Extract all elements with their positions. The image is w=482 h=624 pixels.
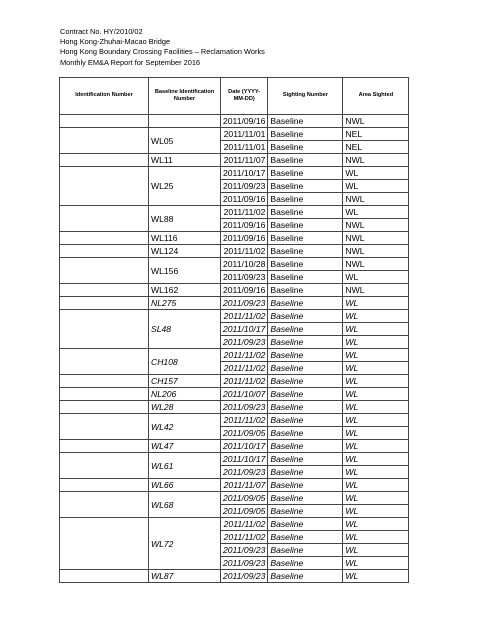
cell-empty (60, 245, 149, 258)
cell-sighting-number: Baseline (268, 492, 343, 505)
cell-date: 2011/11/02 (221, 362, 268, 375)
table-row (60, 388, 409, 401)
cell-area-sighted: WL (343, 479, 409, 492)
cell-area-sighted: WL (343, 388, 409, 401)
cell-date: 2011/11/02 (221, 310, 268, 323)
table-row (60, 440, 409, 453)
table-row (60, 310, 409, 323)
cell-date: 2011/10/17 (221, 167, 268, 180)
cell-baseline-id: WL66 (149, 479, 221, 492)
cell-sighting-number: Baseline (268, 505, 343, 518)
cell-date: 2011/11/07 (221, 154, 268, 167)
cell-sighting-number: Baseline (268, 128, 343, 141)
cell-date: 2011/09/23 (221, 544, 268, 557)
table-header-row (60, 78, 409, 115)
cell-baseline-id: WL116 (149, 232, 221, 245)
cell-date: 2011/09/23 (221, 180, 268, 193)
cell-date: 2011/10/17 (221, 323, 268, 336)
cell-empty (60, 401, 149, 414)
cell-sighting-number: Baseline (268, 180, 343, 193)
cell-date: 2011/11/02 (221, 414, 268, 427)
table-row (60, 349, 409, 362)
cell-date: 2011/11/02 (221, 349, 268, 362)
cell-date: 2011/09/23 (221, 401, 268, 414)
cell-sighting-number: Baseline (268, 310, 343, 323)
col-header-date: Date (YYYY-MM-DD) (221, 78, 268, 115)
cell-date: 2011/09/23 (221, 557, 268, 570)
cell-area-sighted: WL (343, 323, 409, 336)
cell-baseline-id: NL275 (149, 297, 221, 310)
cell-sighting-number: Baseline (268, 206, 343, 219)
cell-date: 2011/09/23 (221, 466, 268, 479)
cell-area-sighted: WL (343, 297, 409, 310)
cell-empty (60, 310, 149, 349)
cell-sighting-number: Baseline (268, 284, 343, 297)
cell-sighting-number: Baseline (268, 271, 343, 284)
cell-sighting-number: Baseline (268, 219, 343, 232)
cell-baseline-id: WL88 (149, 206, 221, 232)
cell-date: 2011/11/02 (221, 206, 268, 219)
table-row (60, 297, 409, 310)
contract-number: Contract No. HY/2010/02 (60, 27, 143, 36)
cell-empty (60, 258, 149, 284)
cell-sighting-number: Baseline (268, 531, 343, 544)
cell-empty (60, 349, 149, 375)
cell-date: 2011/11/01 (221, 141, 268, 154)
cell-date: 2011/10/17 (221, 440, 268, 453)
cell-area-sighted: WL (343, 362, 409, 375)
cell-baseline-id: WL72 (149, 518, 221, 570)
cell-area-sighted: NWL (343, 245, 409, 258)
cell-empty (60, 284, 149, 297)
cell-baseline-id: WL87 (149, 570, 221, 583)
cell-sighting-number: Baseline (268, 414, 343, 427)
cell-area-sighted: NWL (343, 284, 409, 297)
cell-baseline-id: WL28 (149, 401, 221, 414)
cell-sighting-number: Baseline (268, 258, 343, 271)
table-row (60, 479, 409, 492)
cell-area-sighted: WL (343, 570, 409, 583)
table-row (60, 570, 409, 583)
cell-sighting-number: Baseline (268, 141, 343, 154)
table-row (60, 401, 409, 414)
cell-area-sighted: WL (343, 453, 409, 466)
cell-area-sighted: WL (343, 336, 409, 349)
cell-baseline-id: WL42 (149, 414, 221, 440)
cell-date: 2011/11/07 (221, 479, 268, 492)
cell-sighting-number: Baseline (268, 466, 343, 479)
cell-area-sighted: WL (343, 375, 409, 388)
cell-date: 2011/09/23 (221, 271, 268, 284)
table-row (60, 128, 409, 141)
cell-baseline-id: NL206 (149, 388, 221, 401)
cell-sighting-number: Baseline (268, 115, 343, 128)
cell-sighting-number: Baseline (268, 245, 343, 258)
cell-date: 2011/09/05 (221, 492, 268, 505)
cell-baseline-id: WL124 (149, 245, 221, 258)
cell-sighting-number: Baseline (268, 193, 343, 206)
cell-date: 2011/09/23 (221, 570, 268, 583)
cell-area-sighted: NWL (343, 219, 409, 232)
cell-area-sighted: NWL (343, 258, 409, 271)
cell-baseline-id: WL05 (149, 128, 221, 154)
cell-sighting-number: Baseline (268, 167, 343, 180)
table-row (60, 453, 409, 466)
cell-baseline-id: WL47 (149, 440, 221, 453)
cell-sighting-number: Baseline (268, 362, 343, 375)
report-title: Monthly EM&A Report for September 2016 (60, 57, 201, 67)
cell-area-sighted: WL (343, 557, 409, 570)
cell-sighting-number: Baseline (268, 453, 343, 466)
cell-baseline-id (149, 115, 221, 128)
cell-area-sighted: WL (343, 466, 409, 479)
cell-baseline-id: WL25 (149, 167, 221, 206)
cell-sighting-number: Baseline (268, 154, 343, 167)
cell-empty (60, 453, 149, 479)
table-row (60, 167, 409, 180)
cell-date: 2011/11/02 (221, 375, 268, 388)
cell-area-sighted: WL (343, 271, 409, 284)
cell-date: 2011/10/17 (221, 453, 268, 466)
cell-area-sighted: NEL (343, 128, 409, 141)
cell-sighting-number: Baseline (268, 375, 343, 388)
cell-area-sighted: WL (343, 427, 409, 440)
table-row (60, 414, 409, 427)
cell-area-sighted: NEL (343, 141, 409, 154)
table-row (60, 375, 409, 388)
cell-baseline-id: WL156 (149, 258, 221, 284)
works-name: Hong Kong Boundary Crossing Facilities – Reclamation Works (60, 47, 265, 57)
cell-area-sighted: WL (343, 440, 409, 453)
cell-empty (60, 128, 149, 154)
table-row (60, 284, 409, 297)
cell-sighting-number: Baseline (268, 388, 343, 401)
table-row (60, 115, 409, 128)
cell-area-sighted: WL (343, 206, 409, 219)
cell-empty (60, 154, 149, 167)
cell-empty (60, 232, 149, 245)
cell-date: 2011/09/05 (221, 427, 268, 440)
sighting-table (59, 77, 409, 583)
cell-sighting-number: Baseline (268, 401, 343, 414)
cell-sighting-number: Baseline (268, 427, 343, 440)
cell-empty (60, 479, 149, 492)
cell-date: 2011/09/23 (221, 297, 268, 310)
cell-baseline-id: WL61 (149, 453, 221, 479)
cell-sighting-number: Baseline (268, 479, 343, 492)
cell-baseline-id: WL11 (149, 154, 221, 167)
cell-empty (60, 440, 149, 453)
cell-area-sighted: WL (343, 505, 409, 518)
cell-date: 2011/09/16 (221, 284, 268, 297)
cell-date: 2011/09/16 (221, 219, 268, 232)
cell-baseline-id: CH108 (149, 349, 221, 375)
col-header-identification-number: Identification Number (60, 78, 149, 115)
project-name: Hong Kong-Zhuhai-Macao Bridge (60, 37, 171, 47)
cell-area-sighted: WL (343, 414, 409, 427)
cell-baseline-id: WL162 (149, 284, 221, 297)
cell-area-sighted: WL (343, 180, 409, 193)
cell-date: 2011/10/07 (221, 388, 268, 401)
cell-sighting-number: Baseline (268, 570, 343, 583)
cell-sighting-number: Baseline (268, 297, 343, 310)
cell-date: 2011/11/01 (221, 128, 268, 141)
col-header-baseline-identification-number: Baseline Identification Number (149, 78, 221, 115)
cell-empty (60, 375, 149, 388)
cell-area-sighted: WL (343, 349, 409, 362)
table-body (60, 115, 409, 583)
col-header-sighting-number: Sighting Number (268, 78, 343, 115)
cell-area-sighted: NWL (343, 115, 409, 128)
cell-date: 2011/10/28 (221, 258, 268, 271)
cell-date: 2011/11/02 (221, 518, 268, 531)
col-header-area-sighted: Area Sighted (343, 78, 409, 115)
cell-date: 2011/11/02 (221, 245, 268, 258)
cell-sighting-number: Baseline (268, 518, 343, 531)
cell-date: 2011/09/05 (221, 505, 268, 518)
cell-baseline-id: SL48 (149, 310, 221, 349)
cell-empty (60, 388, 149, 401)
cell-baseline-id: CH157 (149, 375, 221, 388)
cell-empty (60, 115, 149, 128)
cell-sighting-number: Baseline (268, 349, 343, 362)
cell-area-sighted: NWL (343, 232, 409, 245)
cell-area-sighted: WL (343, 518, 409, 531)
cell-empty (60, 492, 149, 518)
cell-empty (60, 297, 149, 310)
table-row (60, 232, 409, 245)
cell-sighting-number: Baseline (268, 336, 343, 349)
cell-sighting-number: Baseline (268, 323, 343, 336)
cell-area-sighted: WL (343, 492, 409, 505)
cell-empty (60, 570, 149, 583)
table-row (60, 154, 409, 167)
table-row (60, 245, 409, 258)
cell-empty (60, 518, 149, 570)
cell-date: 2011/11/02 (221, 531, 268, 544)
cell-area-sighted: WL (343, 531, 409, 544)
cell-empty (60, 167, 149, 206)
cell-date: 2011/09/16 (221, 115, 268, 128)
cell-date: 2011/09/16 (221, 232, 268, 245)
table-row (60, 206, 409, 219)
cell-date: 2011/09/16 (221, 193, 268, 206)
document-header (60, 27, 265, 68)
cell-sighting-number: Baseline (268, 544, 343, 557)
cell-sighting-number: Baseline (268, 557, 343, 570)
cell-area-sighted: NWL (343, 154, 409, 167)
table-row (60, 492, 409, 505)
cell-empty (60, 206, 149, 232)
cell-area-sighted: WL (343, 401, 409, 414)
cell-area-sighted: WL (343, 544, 409, 557)
cell-area-sighted: WL (343, 310, 409, 323)
cell-area-sighted: WL (343, 167, 409, 180)
cell-area-sighted: NWL (343, 193, 409, 206)
cell-empty (60, 414, 149, 440)
cell-sighting-number: Baseline (268, 440, 343, 453)
cell-date: 2011/09/23 (221, 336, 268, 349)
table-row (60, 518, 409, 531)
cell-baseline-id: WL68 (149, 492, 221, 518)
table-row (60, 258, 409, 271)
cell-sighting-number: Baseline (268, 232, 343, 245)
